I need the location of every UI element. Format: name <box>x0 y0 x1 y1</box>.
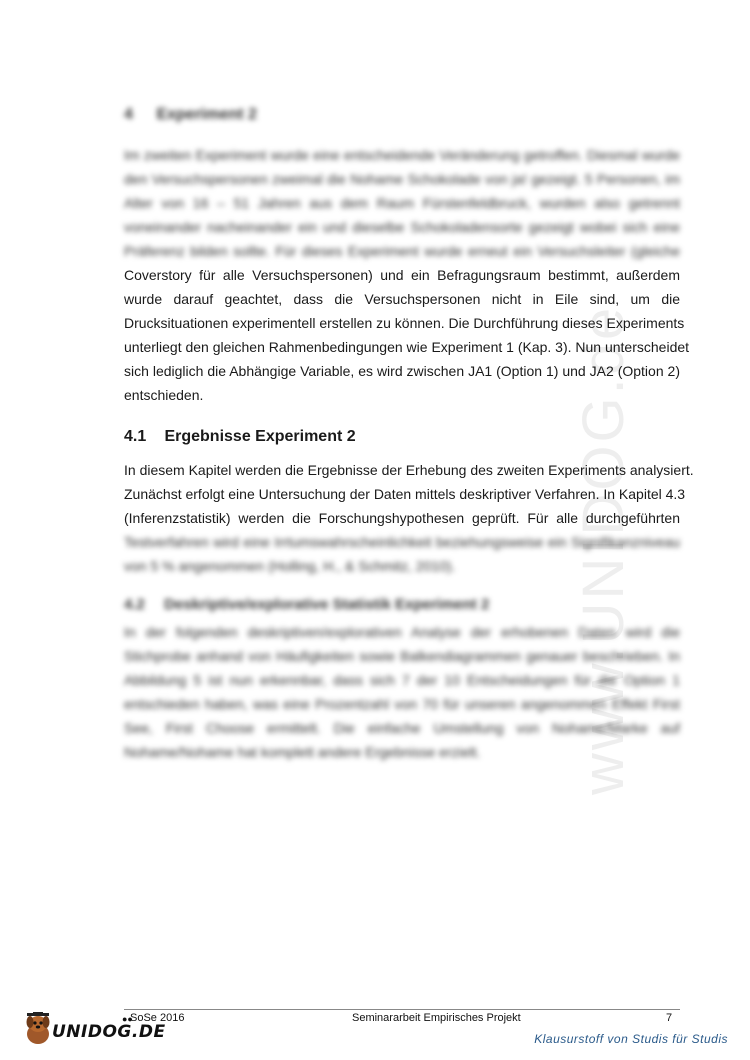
footer-semester: SoSe 2016 <box>130 1012 185 1024</box>
footer-document-title: Seminararbeit Empirisches Projekt <box>352 1012 521 1024</box>
text-line: den Versuchspersonen zweimal die Nohame Schokolade von ja! gezeigt. 5 Personen, im <box>124 171 680 187</box>
text-line: Stichprobe anhand von Häufigkeiten sowie Balkendiagrammen genauer beschrieben. In <box>124 648 680 664</box>
paragraph-results-intro <box>124 458 694 578</box>
text-line: Drucksituationen experimentell erstellen zu können. Die Durchführung dieses Experiments <box>124 315 685 331</box>
text-line: unterliegt den gleichen Rahmenbedingungen wie Experiment 1 (Kap. 3). Nun unterscheidet <box>124 339 690 355</box>
text-line: von 5 % angenommen (Holling, H., & Schmitz, 2010). <box>124 558 456 574</box>
text-line: voneinander nacheinander ein und dieselbe Schokoladensorte gezeigt wobei sich eine <box>124 219 680 235</box>
paw-prints-icon: ●● <box>122 1014 133 1024</box>
paragraph-experiment-description <box>124 143 690 407</box>
dog-mascot-icon <box>22 1012 54 1046</box>
text-line: sich lediglich die Abhängige Variable, es wird zwischen JA1 (Option 1) und JA2 (Option 2) <box>124 363 680 379</box>
text-line: Testverfahren wird eine Irrtumswahrscheinlichkeit beziehungsweise ein Signifikanzniveau <box>124 534 680 550</box>
text-line: wurde darauf geachtet, dass die Versuchspersonen nicht in Eile sind, um die <box>124 291 680 307</box>
page-number: 7 <box>666 1012 673 1024</box>
text-line: (Inferenzstatistik) werden die Forschungshypothesen geprüft. Für alle durchgeführten <box>124 510 680 526</box>
text-line: entschieden. <box>124 387 204 403</box>
subsection-heading-statistics <box>124 596 489 613</box>
text-line: Zunächst erfolgt eine Untersuchung der Daten mittels deskriptiver Verfahren. In Kapitel 4.3 <box>124 486 686 502</box>
footer-divider <box>124 1009 680 1010</box>
subsection-title: Deskriptive/explorative Statistik Experiment 2 <box>164 596 490 613</box>
text-line: Präferenz bilden sollte. Für dieses Experiment wurde erneut ein Versuchsleiter (gleiche <box>124 243 680 259</box>
watermark-text: www.UNIDOG.de <box>571 304 636 795</box>
text-line: In der folgenden deskriptiven/explorativen Analyse der erhobenen Daten wird die <box>124 624 680 640</box>
section-title: Experiment 2 <box>156 106 257 123</box>
text-line: Abbildung 5 ist nun erkennbar, dass sich 7 der 10 Entscheidungen für die Option 1 <box>124 672 680 688</box>
tagline: Klausurstoff von Studis für Studis <box>534 1032 728 1046</box>
text-line: In diesem Kapitel werden die Ergebnisse der Erhebung des zweiten Experiments analysiert. <box>124 462 694 478</box>
subsection-heading-results <box>124 428 356 446</box>
text-line: Nohame/Nohame hat komplett andere Ergebnisse erzielt. <box>124 744 481 760</box>
logo-wordmark: UNIDOG.DE <box>52 1022 166 1042</box>
text-line: Alter von 16 – 51 Jahren aus dem Raum Fürstenfeldbruck, wurden also getrennt <box>124 195 680 211</box>
subsection-title: Ergebnisse Experiment 2 <box>164 428 356 445</box>
subsection-number: 4.2 <box>124 596 145 613</box>
section-heading <box>124 106 257 124</box>
section-number: 4 <box>124 106 133 123</box>
text-line: See, First Choose ermittelt. Die einfache Umstellung von Nohame/Marke auf <box>124 720 680 736</box>
paragraph-descriptive-statistics <box>124 620 680 764</box>
text-line: Coverstory für alle Versuchspersonen) und ein Befragungsraum bestimmt, außerdem <box>124 267 680 283</box>
text-line: entschieden haben, was eine Prozentzahl von 70 für unseren angenommen Effekt First <box>124 696 680 712</box>
subsection-number: 4.1 <box>124 428 147 445</box>
text-line: Im zweiten Experiment wurde eine entscheidende Veränderung getroffen. Diesmal wurde <box>124 147 680 163</box>
